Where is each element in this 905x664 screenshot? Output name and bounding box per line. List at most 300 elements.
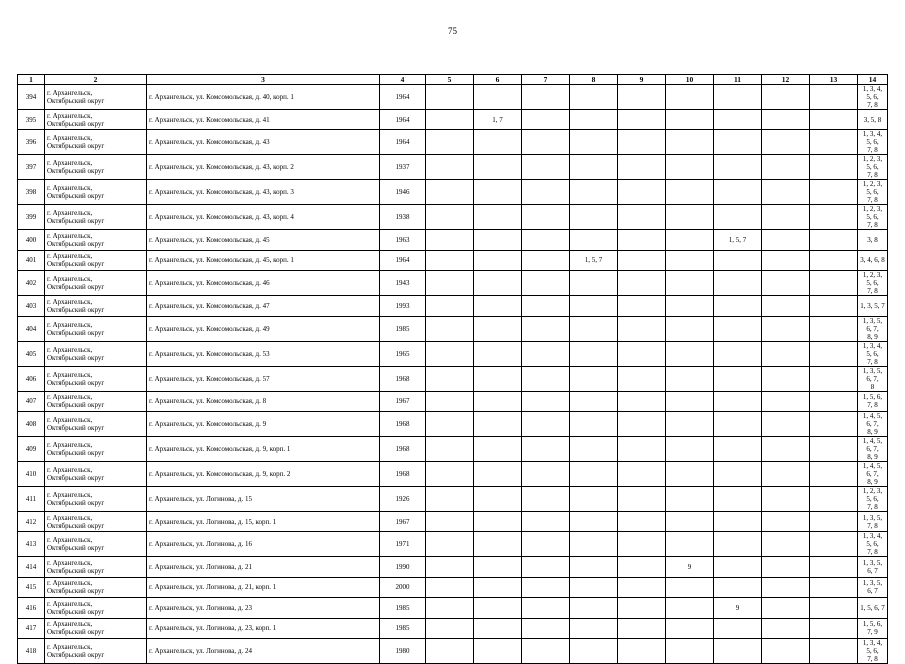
column-header-9: 9 — [618, 75, 666, 85]
column-8-cell — [570, 366, 618, 391]
cell-line: 7, 8 — [867, 287, 878, 296]
column-9-cell — [618, 250, 666, 270]
district-cell — [45, 557, 147, 577]
column-8-cell — [570, 486, 618, 511]
column-12-cell — [762, 230, 810, 250]
year-cell: 2000 — [380, 577, 426, 597]
district-cell — [45, 155, 147, 180]
column-9-cell — [618, 638, 666, 663]
cell-line: 1, 4, 5, 6, 7, — [862, 411, 883, 428]
column-10-cell — [666, 296, 714, 316]
cell-line: 1, 2, 3, 5, 6, — [862, 271, 883, 288]
cell-line: г. Архангельск, — [47, 159, 93, 168]
district-cell — [45, 205, 147, 230]
cell-line: 1, 3, 5, 6, 7 — [862, 579, 883, 596]
column-14-cell — [858, 341, 888, 366]
column-9-cell — [618, 316, 666, 341]
column-10-cell — [666, 411, 714, 436]
column-14-cell — [858, 557, 888, 577]
header-row — [18, 75, 888, 85]
column-8-cell — [570, 391, 618, 411]
column-13-cell — [810, 130, 858, 155]
cell-line: г. Архангельск, — [47, 184, 93, 193]
column-7-cell — [522, 341, 570, 366]
column-6-cell — [474, 598, 522, 618]
column-header-8: 8 — [570, 75, 618, 85]
year-cell: 1968 — [380, 461, 426, 486]
table-row — [18, 557, 888, 577]
column-8-cell — [570, 271, 618, 296]
column-10-cell — [666, 511, 714, 531]
column-14-cell — [858, 577, 888, 597]
column-8-cell — [570, 577, 618, 597]
year-cell: 1967 — [380, 391, 426, 411]
cell-line: Октябрьский округ — [47, 192, 105, 201]
table-row — [18, 532, 888, 557]
row-number-cell: 408 — [18, 411, 45, 436]
column-14-cell — [858, 618, 888, 638]
column-6-cell — [474, 155, 522, 180]
page-number: 75 — [448, 26, 457, 36]
row-number-cell: 400 — [18, 230, 45, 250]
row-number-cell: 394 — [18, 85, 45, 110]
column-6-cell — [474, 271, 522, 296]
column-14-cell — [858, 411, 888, 436]
row-number-cell: 404 — [18, 316, 45, 341]
row-number-cell: 410 — [18, 461, 45, 486]
column-5-cell — [426, 110, 474, 130]
column-10-cell: 9 — [666, 557, 714, 577]
registry-table — [17, 74, 888, 664]
column-header-11: 11 — [714, 75, 762, 85]
column-13-cell — [810, 155, 858, 180]
column-11-cell — [714, 250, 762, 270]
column-10-cell — [666, 155, 714, 180]
district-cell — [45, 85, 147, 110]
row-number-cell: 405 — [18, 341, 45, 366]
column-9-cell — [618, 271, 666, 296]
district-cell — [45, 598, 147, 618]
cell-line: Октябрьский округ — [47, 353, 105, 362]
column-14-cell — [858, 391, 888, 411]
column-11-cell — [714, 486, 762, 511]
year-cell: 1963 — [380, 230, 426, 250]
column-header-5: 5 — [426, 75, 474, 85]
column-12-cell — [762, 577, 810, 597]
column-7-cell — [522, 230, 570, 250]
column-14-cell — [858, 532, 888, 557]
address-cell: г. Архангельск, ул. Комсомольская, д. 43, корп. 3 — [147, 180, 380, 205]
column-7-cell — [522, 638, 570, 663]
district-cell — [45, 366, 147, 391]
column-12-cell — [762, 85, 810, 110]
column-12-cell — [762, 130, 810, 155]
table-row — [18, 511, 888, 531]
column-11-cell — [714, 180, 762, 205]
cell-line: 3, 4, 6, 8 — [860, 256, 885, 265]
cell-line: г. Архангельск, — [47, 465, 93, 474]
address-cell: г. Архангельск, ул. Логинова, д. 23 — [147, 598, 380, 618]
row-number-cell: 409 — [18, 436, 45, 461]
year-cell: 1964 — [380, 250, 426, 270]
column-5-cell — [426, 436, 474, 461]
column-6-cell — [474, 180, 522, 205]
cell-line: 8, 9 — [867, 477, 878, 486]
column-14-cell — [858, 205, 888, 230]
column-6-cell — [474, 411, 522, 436]
column-5-cell — [426, 486, 474, 511]
column-5-cell — [426, 271, 474, 296]
cell-line: 1, 3, 5, 7 — [860, 301, 885, 310]
column-header-1: 1 — [18, 75, 45, 85]
cell-line: г. Архангельск, — [47, 536, 93, 545]
row-number-cell: 403 — [18, 296, 45, 316]
cell-line: 1, 3, 5, 7, 8 — [862, 513, 883, 530]
column-11-cell: 1, 5, 7 — [714, 230, 762, 250]
column-6-cell — [474, 577, 522, 597]
column-10-cell — [666, 532, 714, 557]
column-11-cell — [714, 296, 762, 316]
cell-line: 7, 8 — [867, 548, 878, 557]
column-9-cell — [618, 230, 666, 250]
row-number-cell: 418 — [18, 638, 45, 663]
address-cell: г. Архангельск, ул. Комсомольская, д. 43 — [147, 130, 380, 155]
column-8-cell — [570, 205, 618, 230]
table-row — [18, 486, 888, 511]
cell-line: 7, 8 — [867, 502, 878, 511]
table-row — [18, 271, 888, 296]
column-5-cell — [426, 250, 474, 270]
column-6-cell — [474, 391, 522, 411]
column-5-cell — [426, 577, 474, 597]
cell-line: Октябрьский округ — [47, 521, 105, 530]
column-8-cell — [570, 598, 618, 618]
column-12-cell — [762, 411, 810, 436]
column-6-cell — [474, 341, 522, 366]
column-12-cell — [762, 532, 810, 557]
year-cell: 1964 — [380, 130, 426, 155]
cell-line: 7, 8 — [867, 171, 878, 180]
column-11-cell — [714, 638, 762, 663]
cell-line: 1, 4, 5, 6, 7, — [862, 436, 883, 453]
cell-line: Октябрьский округ — [47, 567, 105, 576]
column-7-cell — [522, 110, 570, 130]
cell-line: г. Архангельск, — [47, 599, 93, 608]
column-10-cell — [666, 436, 714, 461]
column-9-cell — [618, 598, 666, 618]
column-5-cell — [426, 130, 474, 155]
column-14-cell — [858, 436, 888, 461]
column-11-cell — [714, 85, 762, 110]
column-11-cell — [714, 511, 762, 531]
cell-line: 1, 3, 4, 5, 6, — [862, 638, 883, 655]
district-cell — [45, 130, 147, 155]
cell-line: г. Архангельск, — [47, 232, 93, 241]
column-10-cell — [666, 271, 714, 296]
column-5-cell — [426, 85, 474, 110]
column-11-cell: 9 — [714, 598, 762, 618]
column-8-cell — [570, 511, 618, 531]
column-11-cell — [714, 436, 762, 461]
column-9-cell — [618, 577, 666, 597]
cell-line: Октябрьский округ — [47, 217, 105, 226]
column-9-cell — [618, 461, 666, 486]
row-number-cell: 413 — [18, 532, 45, 557]
column-13-cell — [810, 486, 858, 511]
table-row — [18, 391, 888, 411]
column-header-14: 14 — [858, 75, 888, 85]
address-cell: г. Архангельск, ул. Комсомольская, д. 57 — [147, 366, 380, 391]
address-cell: г. Архангельск, ул. Логинова, д. 23, корп. 1 — [147, 618, 380, 638]
cell-line: г. Архангельск, — [47, 252, 93, 261]
cell-line: 1, 4, 5, 6, 7, — [862, 461, 883, 478]
column-11-cell — [714, 557, 762, 577]
column-7-cell — [522, 271, 570, 296]
column-11-cell — [714, 205, 762, 230]
column-12-cell — [762, 296, 810, 316]
column-12-cell — [762, 618, 810, 638]
cell-line: г. Архангельск, — [47, 620, 93, 629]
row-number-cell: 398 — [18, 180, 45, 205]
cell-line: г. Архангельск, — [47, 513, 93, 522]
cell-line: 1, 2, 3, 5, 6, — [862, 180, 883, 197]
address-cell: г. Архангельск, ул. Комсомольская, д. 43, корп. 4 — [147, 205, 380, 230]
cell-line: 7, 8 — [867, 196, 878, 205]
column-13-cell — [810, 85, 858, 110]
cell-line: г. Архангельск, — [47, 579, 93, 588]
column-11-cell — [714, 391, 762, 411]
column-12-cell — [762, 638, 810, 663]
column-6-cell — [474, 316, 522, 341]
row-number-cell: 415 — [18, 577, 45, 597]
column-7-cell — [522, 436, 570, 461]
column-6-cell — [474, 230, 522, 250]
column-9-cell — [618, 155, 666, 180]
cell-line: г. Архангельск, — [47, 370, 93, 379]
address-cell: г. Архангельск, ул. Комсомольская, д. 47 — [147, 296, 380, 316]
table-row — [18, 461, 888, 486]
column-6-cell — [474, 557, 522, 577]
table-row — [18, 205, 888, 230]
cell-line: Октябрьский округ — [47, 167, 105, 176]
address-cell: г. Архангельск, ул. Комсомольская, д. 41 — [147, 110, 380, 130]
column-8-cell — [570, 130, 618, 155]
column-5-cell — [426, 391, 474, 411]
row-number-cell: 416 — [18, 598, 45, 618]
column-13-cell — [810, 411, 858, 436]
cell-line: г. Архангельск, — [47, 490, 93, 499]
column-5-cell — [426, 511, 474, 531]
district-cell — [45, 230, 147, 250]
row-number-cell: 396 — [18, 130, 45, 155]
row-number-cell: 399 — [18, 205, 45, 230]
column-7-cell — [522, 557, 570, 577]
column-7-cell — [522, 598, 570, 618]
column-14-cell — [858, 110, 888, 130]
cell-line: 8, 9 — [867, 427, 878, 436]
year-cell: 1943 — [380, 271, 426, 296]
column-11-cell — [714, 341, 762, 366]
column-12-cell — [762, 110, 810, 130]
column-9-cell — [618, 130, 666, 155]
column-14-cell — [858, 180, 888, 205]
column-8-cell — [570, 230, 618, 250]
table-row — [18, 618, 888, 638]
table-row — [18, 598, 888, 618]
column-7-cell — [522, 180, 570, 205]
address-cell: г. Архангельск, ул. Комсомольская, д. 46 — [147, 271, 380, 296]
district-cell — [45, 296, 147, 316]
cell-line: г. Архангельск, — [47, 440, 93, 449]
table-row — [18, 577, 888, 597]
cell-line: Октябрьский округ — [47, 448, 105, 457]
column-10-cell — [666, 461, 714, 486]
cell-line: Октябрьский округ — [47, 378, 105, 387]
column-14-cell — [858, 486, 888, 511]
column-14-cell — [858, 296, 888, 316]
district-cell — [45, 486, 147, 511]
column-7-cell — [522, 391, 570, 411]
column-10-cell — [666, 85, 714, 110]
cell-line: г. Архангельск, — [47, 111, 93, 120]
address-cell: г. Архангельск, ул. Логинова, д. 16 — [147, 532, 380, 557]
column-13-cell — [810, 557, 858, 577]
column-10-cell — [666, 638, 714, 663]
year-cell: 1938 — [380, 205, 426, 230]
column-7-cell — [522, 511, 570, 531]
cell-line: 1, 3, 5, 6, 7, — [862, 366, 883, 383]
table-row — [18, 638, 888, 663]
column-7-cell — [522, 366, 570, 391]
column-5-cell — [426, 598, 474, 618]
year-cell: 1985 — [380, 598, 426, 618]
column-12-cell — [762, 461, 810, 486]
column-header-2: 2 — [45, 75, 147, 85]
row-number-cell: 397 — [18, 155, 45, 180]
district-cell — [45, 638, 147, 663]
year-cell: 1946 — [380, 180, 426, 205]
column-6-cell — [474, 436, 522, 461]
column-11-cell — [714, 110, 762, 130]
column-14-cell — [858, 271, 888, 296]
cell-line: г. Архангельск, — [47, 134, 93, 143]
column-13-cell — [810, 205, 858, 230]
cell-line: г. Архангельск, — [47, 642, 93, 651]
cell-line: Октябрьский округ — [47, 628, 105, 637]
column-14-cell — [858, 316, 888, 341]
table-body — [18, 85, 888, 664]
column-8-cell — [570, 436, 618, 461]
row-number-cell: 417 — [18, 618, 45, 638]
column-7-cell — [522, 532, 570, 557]
year-cell: 1968 — [380, 366, 426, 391]
cell-line: 7, 8 — [867, 221, 878, 230]
column-12-cell — [762, 180, 810, 205]
cell-line: 1, 3, 4, 5, 6, — [862, 341, 883, 358]
cell-line: 3, 5, 8 — [863, 115, 882, 124]
column-11-cell — [714, 411, 762, 436]
address-cell: г. Архангельск, ул. Логинова, д. 21 — [147, 557, 380, 577]
column-7-cell — [522, 486, 570, 511]
column-9-cell — [618, 532, 666, 557]
row-number-cell: 414 — [18, 557, 45, 577]
cell-line: Октябрьский округ — [47, 305, 105, 314]
column-11-cell — [714, 461, 762, 486]
cell-line: Октябрьский округ — [47, 119, 105, 128]
row-number-cell: 411 — [18, 486, 45, 511]
column-13-cell — [810, 577, 858, 597]
cell-line: 8 — [870, 382, 875, 391]
address-cell: г. Архангельск, ул. Комсомольская, д. 43, корп. 2 — [147, 155, 380, 180]
column-6-cell — [474, 511, 522, 531]
cell-line: 7, 8 — [867, 357, 878, 366]
column-8-cell — [570, 155, 618, 180]
cell-line: Октябрьский округ — [47, 607, 105, 616]
district-cell — [45, 511, 147, 531]
district-cell — [45, 577, 147, 597]
column-5-cell — [426, 296, 474, 316]
address-cell: г. Архангельск, ул. Комсомольская, д. 9, корп. 1 — [147, 436, 380, 461]
row-number-cell: 406 — [18, 366, 45, 391]
column-header-3: 3 — [147, 75, 380, 85]
cell-line: 1, 3, 4, 5, 6, — [862, 85, 883, 101]
column-13-cell — [810, 511, 858, 531]
address-cell: г. Архангельск, ул. Логинова, д. 15, корп. 1 — [147, 511, 380, 531]
cell-line: Октябрьский округ — [47, 544, 105, 553]
district-cell — [45, 341, 147, 366]
cell-line: г. Архангельск, — [47, 297, 93, 306]
column-header-7: 7 — [522, 75, 570, 85]
column-6-cell — [474, 250, 522, 270]
column-8-cell — [570, 316, 618, 341]
column-12-cell — [762, 598, 810, 618]
column-5-cell — [426, 638, 474, 663]
column-9-cell — [618, 205, 666, 230]
cell-line: г. Архангельск, — [47, 415, 93, 424]
column-10-cell — [666, 391, 714, 411]
column-9-cell — [618, 296, 666, 316]
column-12-cell — [762, 366, 810, 391]
column-13-cell — [810, 436, 858, 461]
column-10-cell — [666, 486, 714, 511]
cell-line: 1, 5, 6, 7 — [860, 603, 885, 612]
cell-line: 7, 8 — [867, 146, 878, 155]
column-10-cell — [666, 205, 714, 230]
column-7-cell — [522, 130, 570, 155]
column-7-cell — [522, 205, 570, 230]
column-11-cell — [714, 366, 762, 391]
column-5-cell — [426, 618, 474, 638]
table-row — [18, 436, 888, 461]
column-10-cell — [666, 316, 714, 341]
column-12-cell — [762, 486, 810, 511]
cell-line: г. Архангельск, — [47, 275, 93, 284]
column-13-cell — [810, 341, 858, 366]
column-header-4: 4 — [380, 75, 426, 85]
cell-line: 8, 9 — [867, 332, 878, 341]
column-10-cell — [666, 230, 714, 250]
column-5-cell — [426, 155, 474, 180]
district-cell — [45, 532, 147, 557]
table-row — [18, 411, 888, 436]
column-11-cell — [714, 316, 762, 341]
column-13-cell — [810, 180, 858, 205]
column-9-cell — [618, 366, 666, 391]
district-cell — [45, 391, 147, 411]
cell-line: г. Архангельск, — [47, 320, 93, 329]
address-cell: г. Архангельск, ул. Комсомольская, д. 8 — [147, 391, 380, 411]
column-8-cell — [570, 341, 618, 366]
